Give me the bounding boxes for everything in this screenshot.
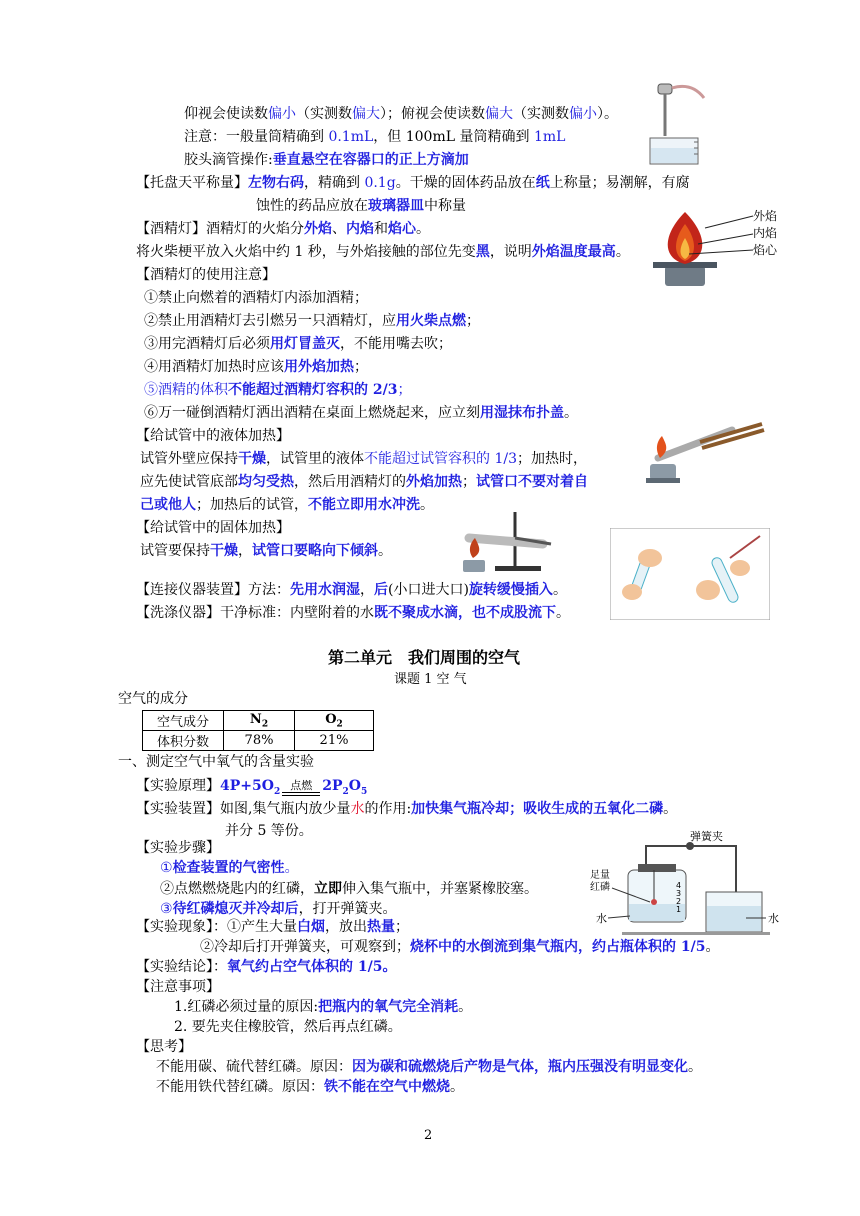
line-solid-heading: 【给试管中的固体加热】 (136, 520, 290, 536)
think-heading: 【思考】 (136, 1039, 192, 1055)
line-apparatus-cont: 并分 5 等份。 (225, 823, 313, 839)
flame-outer-label: 外焰 (753, 209, 778, 223)
page-number: 2 (424, 1128, 433, 1143)
lesson-title: 课题 1 空 气 (394, 672, 467, 687)
table-row (143, 711, 374, 731)
unit-title: 第二单元 我们周围的空气 (328, 648, 521, 667)
air-composition-label: 空气的成分 (118, 691, 188, 707)
test-tube-liquid-heating-figure (640, 418, 770, 488)
svg-text:4: 4 (676, 881, 682, 890)
line-connect: 【连接仪器装置】方法：先用水润湿，后(小口进大口)旋转缓慢插入。 (136, 582, 567, 598)
think-2: 不能用铁代替红磷。原因：铁不能在空气中燃烧。 (156, 1079, 464, 1095)
line-lamp-note-3: ③用完酒精灯后必须用灯冒盖灭，不能用嘴去吹； (144, 336, 452, 352)
step-3: ③待红磷熄灭并冷却后，打开弹簧夹。 (160, 901, 397, 917)
line-wash: 【洗涤仪器】干净标准：内壁附着的水既不聚成水滴，也不成股流下。 (136, 605, 570, 621)
line-lamp-note-6: ⑥万一碰倒酒精灯洒出酒精在桌面上燃烧起来，应立刻用湿抹布扑盖。 (144, 405, 578, 421)
connect-instruments-figure (610, 528, 770, 620)
line-lamp-note-4: ④用酒精灯加热时应该用外焰加热； (144, 359, 368, 375)
svg-text:2: 2 (676, 897, 682, 906)
line-liquid-2: 应先使试管底部均匀受热，然后用酒精灯的外焰加热；试管口不要对着自 (140, 474, 588, 490)
line-dropper: 胶头滴管操作:垂直悬空在容器口的正上方滴加 (184, 152, 469, 168)
graduated-cylinder-figure (642, 78, 712, 170)
line-lamp-notes-heading: 【酒精灯的使用注意】 (136, 267, 276, 283)
line-liquid-heading: 【给试管中的液体加热】 (136, 428, 290, 444)
line-lamp-note-2: ②禁止用酒精灯去引燃另一只酒精灯，应用火柴点燃； (144, 313, 480, 329)
line-reading: 仰视会使读数偏小（实测数偏大）；俯视会使读数偏大（实测数偏小）。 (184, 106, 618, 122)
air-composition-table (142, 710, 374, 751)
line-balance-cont: 蚀性的药品应放在玻璃器皿中称量 (256, 198, 466, 214)
step-1: ①检查装置的气密性。 (160, 860, 299, 876)
notes-heading: 【注意事项】 (136, 979, 220, 995)
line-solid-1: 试管要保持干燥，试管口要略向下倾斜。 (140, 543, 392, 559)
step-2: ②点燃燃烧匙内的红磷，立即伸入集气瓶中，并塞紧橡胶塞。 (160, 881, 538, 897)
oxygen-measurement-apparatus-figure (586, 826, 786, 944)
oxygen-experiment-heading: 一、测定空气中氧气的含量实验 (118, 754, 314, 770)
line-lamp-note-5: ⑤酒精的体积不能超过酒精灯容积的 2/3； (144, 382, 412, 398)
flame-core-label: 焰心 (753, 243, 778, 257)
think-1: 不能用碳、硫代替红磷。原因：因为碳和硫燃烧后产物是气体，瓶内压强没有明显变化。 (156, 1059, 702, 1075)
red-phosphorus-label-2: 红磷 (590, 882, 610, 893)
svg-text:3: 3 (676, 889, 682, 898)
table-cell: $N_2$ (224, 711, 295, 731)
water-label-left: 水 (596, 912, 607, 925)
table-cell: 空气成分 (143, 711, 224, 731)
note-1: 1.红磷必须过量的原因:把瓶内的氧气完全消耗。 (174, 999, 473, 1015)
flame-inner-label: 内焰 (753, 226, 778, 240)
water-label-right: 水 (768, 912, 779, 925)
line-principle: 【实验原理】$4P+5O_2$ 点燃 $2P_2O_5$ (136, 778, 368, 797)
table-cell: 体积分数 (143, 731, 224, 751)
line-lamp-note-1: ①禁止向燃着的酒精灯内添加酒精； (144, 290, 368, 306)
line-lamp: 【酒精灯】酒精灯的火焰分外焰、内焰和焰心。 (136, 221, 430, 237)
test-tube-solid-heating-figure (455, 508, 565, 574)
alcohol-lamp-flame-figure (643, 206, 793, 288)
line-apparatus: 【实验装置】如图,集气瓶内放少量水的作用:加快集气瓶冷却；吸收生成的五氧化二磷。 (136, 801, 678, 817)
red-phosphorus-label-1: 足量 (590, 870, 610, 881)
line-liquid-3: 己或他人；加热后的试管，不能立即用水冲洗。 (140, 497, 434, 513)
table-cell: 78% (224, 731, 295, 751)
note-2: 2. 要先夹住橡胶管，然后再点红磷。 (174, 1019, 402, 1035)
table-cell: 21% (295, 731, 374, 751)
table-row (143, 731, 374, 751)
line-phenomenon-1: 【实验现象】：①产生大量白烟，放出热量； (136, 919, 409, 935)
svg-text:1: 1 (676, 905, 682, 914)
steps-heading: 【实验步骤】 (136, 840, 220, 856)
line-phenomenon-2: ②冷却后打开弹簧夹，可观察到；烧杯中的水倒流到集气瓶内，约占瓶体积的 1/5。 (200, 939, 720, 955)
spring-clip-label: 弹簧夹 (690, 830, 723, 843)
line-cylinder-note: 注意：一般量筒精确到 0.1mL，但 100mL 量筒精确到 1mL (184, 129, 566, 145)
table-cell: $O_2$ (295, 711, 374, 731)
line-match: 将火柴梗平放入火焰中约 1 秒，与外焰接触的部位先变黑，说明外焰温度最高。 (136, 244, 630, 260)
line-balance: 【托盘天平称量】左物右码，精确到 0.1g。干燥的固体药品放在纸上称量；易潮解，有腐 (136, 175, 690, 191)
line-liquid-1: 试管外壁应保持干燥，试管里的液体不能超过试管容积的 1/3；加热时， (140, 451, 587, 467)
line-conclusion: 【实验结论】：氧气约占空气体积的 1/5。 (136, 959, 397, 975)
